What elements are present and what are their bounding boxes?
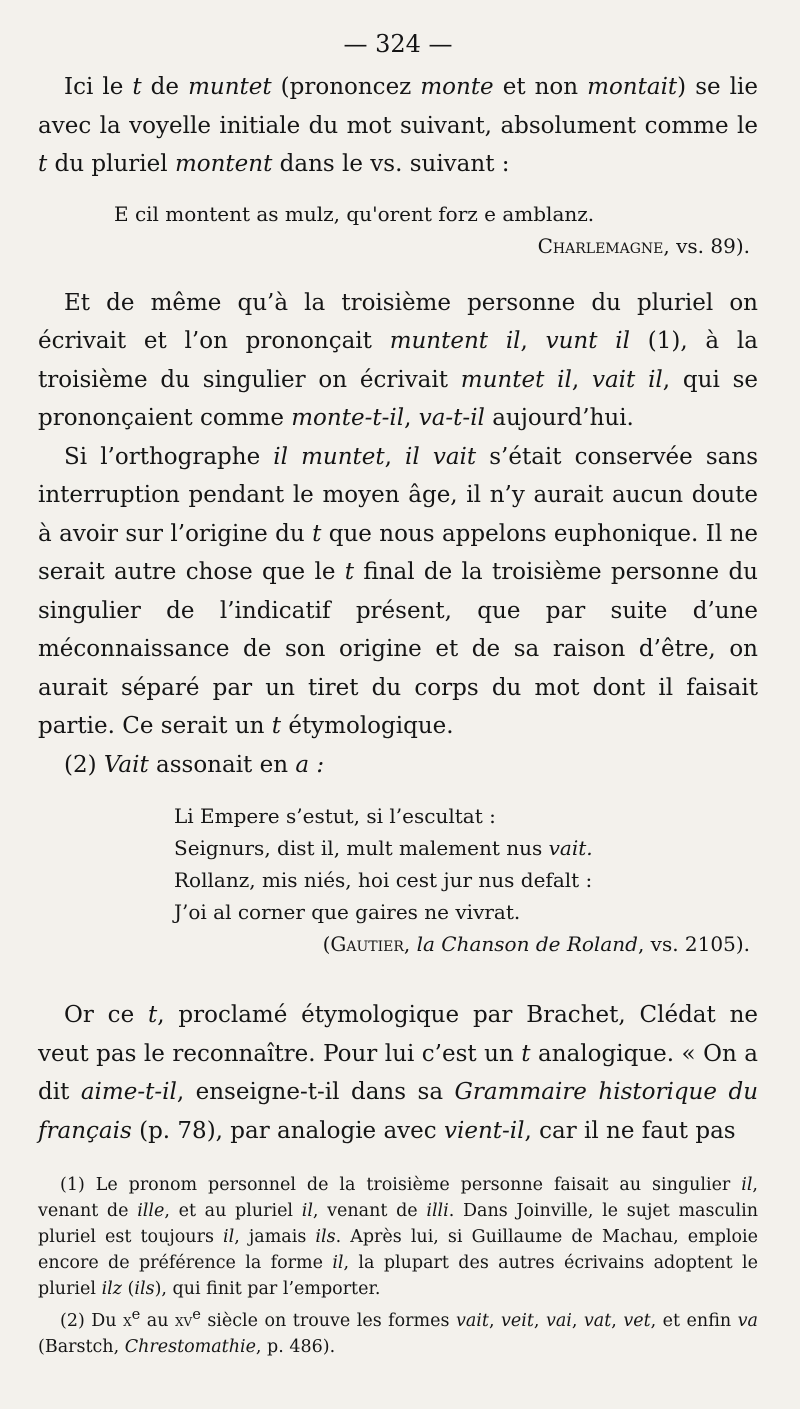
verse-source: (Gautier, la Chanson de Roland, vs. 2105). xyxy=(322,932,750,956)
verse-line-1: Li Empere s’estut, si l’escultat : xyxy=(174,804,496,828)
verse-line-4: J’oi al corner que gaires ne vivrat. xyxy=(174,900,521,924)
paragraph-2: Et de même qu’à la troisième personne du pluriel on écrivait et l’on prononçait muntent il, vunt il (1), à la troisième du singulier on écrivait muntet il, vait il, qui se prononçaient comme monte-t-il, va-t-il aujourd’hui. xyxy=(38,289,759,431)
verse-quote xyxy=(38,800,758,928)
paragraph-3: Si l’orthographe il muntet, il vait s’était conservée sans interruption pendant le moyen âge, il n’y aurait aucun doute à avoir sur l’origine du t que nous appelons euphonique. Il ne serait autre chose que le t final de la troisième personne du singulier de l’indicatif présent, que par suite d’une méconnaissance de son origine et de sa raison d’être, on aurait séparé par un tiret du corps du mot dont il faisait partie. Ce serait un t étymologique. xyxy=(38,443,759,739)
verse-line-3: Rollanz, mis niés, hoi cest jur nus defalt : xyxy=(174,868,593,892)
footnote-2: (2) Du $x^e$ au $xv^e$ siècle on trouve les formes vait, veit, vai, vat, vet, et enfin va (Barstch, Chrestomathie, p. 486). xyxy=(38,1306,758,1357)
paragraph-4: (2) Vait assonait en a : xyxy=(64,751,325,778)
paragraph-5: Or ce t, proclamé étymologique par Brachet, Clédat ne veut pas le reconnaître. Pour lui c’est un t analogique. « On a dit aime-t-il, enseigne-t-il dans sa Grammaire historique du français (p. 78), par analogie avec vient-il, car il ne faut pas xyxy=(38,1002,759,1144)
footnote-1: (1) Le pronom personnel de la troisième personne faisait au singulier il, venant de ille, et au pluriel il, venant de illi. Dans Joinville, le sujet masculin pluriel est toujours il, jamais ils. Après lui, si Guillaume de Machau, emploie encore de préférence la forme il, la plupart des autres écrivains adoptent le pluriel ilz (ils), qui finit par l’emporter. xyxy=(38,1175,759,1299)
paragraph-1: Ici le t de muntet (prononcez monte et non montait) se lie avec la voyelle initiale du mot suivant, absolument comme le t du pluriel montent dans le vs. suivant : xyxy=(38,74,758,177)
quote-source: Charlemagne, vs. 89). xyxy=(537,233,750,258)
quote-line: E cil montent as mulz, qu'orent forz e amblanz. xyxy=(114,201,595,226)
verse-line-2: Seignurs, dist il, mult malement nus vait. xyxy=(174,836,593,860)
page-number: — 324 — xyxy=(343,30,453,58)
footnotes xyxy=(38,1172,758,1360)
